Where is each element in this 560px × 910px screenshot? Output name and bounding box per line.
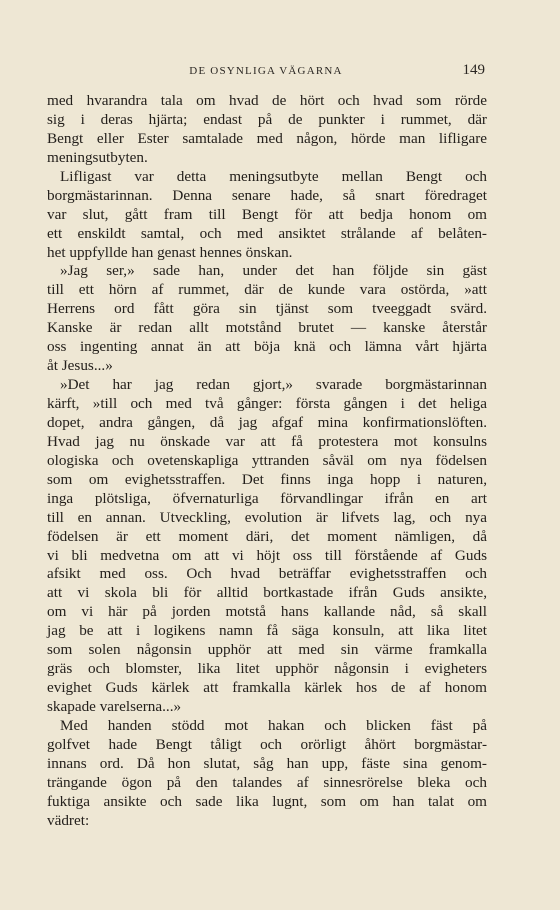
- text-line: skapade varelserna...»: [47, 698, 182, 715]
- text-line: kärft, »till och med två gånger: första gången i det heliga: [47, 395, 487, 412]
- text-line: vädret:: [47, 811, 90, 829]
- text-line: Kanske är redan allt motstånd brutet — kanske återstår: [47, 319, 487, 337]
- text-line: som om evighetsstraffen. Det finns inga hopp i naturen,: [47, 470, 487, 488]
- text-line: Bengt eller Ester samtalade med någon, hörde man lifligare: [47, 129, 487, 147]
- running-title: DE OSYNLIGA VÄGARNA: [189, 65, 343, 77]
- text-line: Med handen stödd mot hakan och blicken fäst på: [60, 716, 487, 734]
- text-line: oss ingenting annat än att böja knä och lämna vårt hjärta: [47, 338, 487, 356]
- paragraph: [47, 717, 487, 831]
- page-number: 149: [462, 62, 485, 78]
- text-line: att vi skola bli för alltid bortkastade ifrån Guds ansikte,: [47, 584, 487, 602]
- text-line: var slut, gått fram till Bengt för att bedja honom om: [47, 205, 487, 223]
- text-line: meningsutbyten.: [47, 148, 148, 166]
- text-line: åt Jesus...»: [47, 357, 113, 375]
- paragraph: [47, 376, 487, 717]
- text-line: het uppfyllde han genast hennes önskan.: [47, 243, 293, 261]
- text-line: om vi här på jorden motstå hans kallande nåd, så skall: [47, 603, 487, 621]
- text-line: trängande ögon på den talandes af sinnesrörelse bleka och: [47, 773, 487, 791]
- text-line: fuktiga ansikte och sade lika lugnt, som om han talat om: [47, 792, 487, 810]
- text-line: Hvad jag nu önskade var att få protestera mot konsulns: [47, 432, 487, 450]
- text-line: golfvet hade Bengt tåligt och orörligt åhört borgmästar-: [47, 735, 487, 753]
- text-line: till en annan. Utveckling, evolution är lifvets lag, och nya: [47, 508, 487, 526]
- text-line: Lifligast var detta meningsutbyte mellan Bengt och: [60, 167, 487, 185]
- text-line: sig i deras hjärta; endast på de punkter i rummet, där: [47, 110, 487, 128]
- text-line: födelsen är ett moment däri, det moment nämligen, då: [47, 527, 487, 545]
- text-line: vi bli medvetna om att vi höjt oss till förstående af Guds: [47, 546, 487, 564]
- text-line: jag be att i logikens namn få säga konsuln, att lika litet: [47, 622, 487, 640]
- text-line: gräs och blomster, lika litet upphör någonsin i evigheters: [47, 660, 487, 678]
- text-line: borgmästarinnan. Denna senare hade, så snart föredraget: [47, 186, 487, 204]
- text-line: »Jag ser,» sade han, under det han följde sin gäst: [60, 262, 487, 280]
- text-line: ett enskildt samtal, och med ansiktet strålande af belåten-: [47, 224, 487, 242]
- text-line: ologiska och ovetenskapliga yttranden såväl om nya födelsen: [47, 451, 487, 469]
- paragraph: [47, 92, 487, 168]
- text-line: Herrens ord fått göra sin tjänst som tveeggadt svärd.: [47, 300, 487, 318]
- body-text: [47, 92, 487, 831]
- text-line: inga plötsliga, öfvernaturliga förvandlingar ifrån en art: [47, 489, 487, 507]
- text-line: »Det har jag redan gjort,» svarade borgmästarinnan: [60, 376, 487, 394]
- paragraph: [47, 262, 487, 376]
- text-line: med hvarandra tala om hvad de hört och hvad som rörde: [47, 92, 487, 109]
- text-line: afsikt med oss. Och hvad beträffar evighetsstraffen och: [47, 565, 487, 583]
- text-line: innans ord. Då hon slutat, såg han upp, fäste sina genom-: [47, 754, 487, 772]
- text-line: som solen någonsin upphör att med sin värme framkalla: [47, 641, 487, 659]
- running-head: [47, 62, 485, 82]
- text-line: till ett hörn af rummet, där de kunde vara ostörda, »att: [47, 281, 487, 299]
- paragraph: [47, 168, 487, 263]
- text-line: dopet, andra gången, då jag afgaf mina konfirmationslöften.: [47, 413, 487, 431]
- text-line: evighet Guds kärlek att framkalla kärlek hos de af honom: [47, 679, 487, 697]
